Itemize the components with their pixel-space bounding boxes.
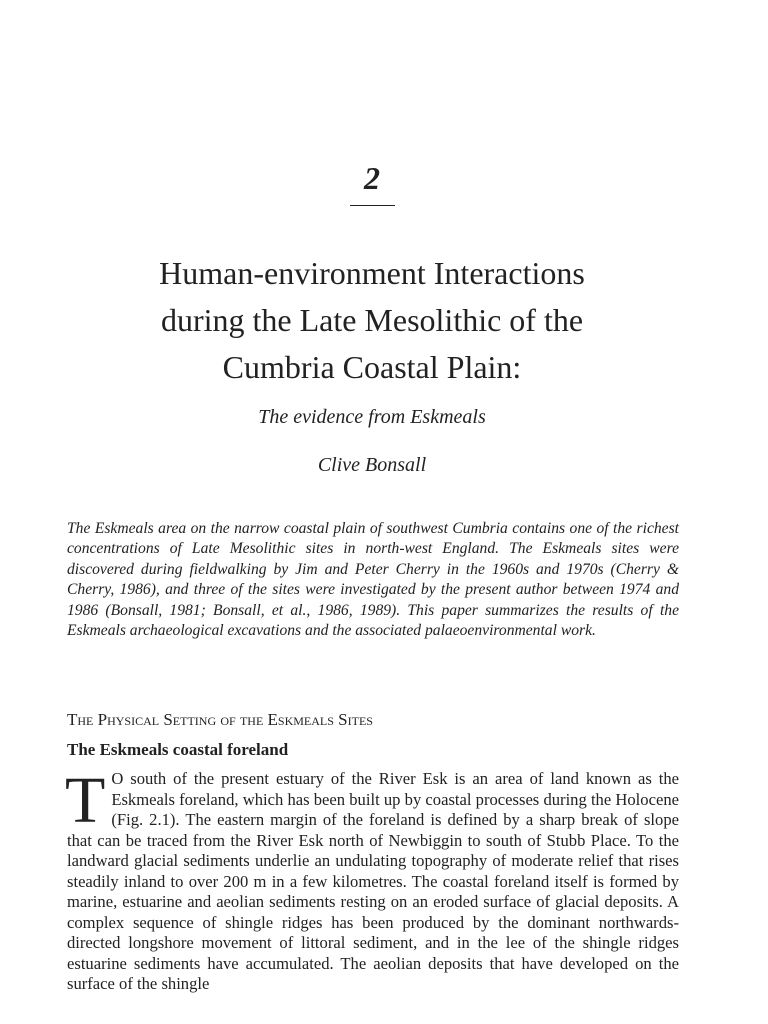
- author-name: Clive Bonsall: [317, 454, 427, 476]
- chapter-subtitle: The evidence from Eskmeals: [258, 406, 486, 428]
- drop-cap: T: [65, 764, 106, 837]
- abstract: The Eskmeals area on the narrow coastal plain of southwest Cumbria contains one of the richest concentrations of Late Mesolithic sites in north-west England. The Eskmeals sites were discovered during fieldwalking by Jim and Peter Cherry in the 1960s and 1970s (Cherry & Cherry, 1986), and three of the sites were investigated by the present author between 1974 and 1986 (Bonsall, 1981; Bonsall, et al., 1986, 1989). This paper summarizes the results of the Eskmeals archaeological excavations and the associated palaeoenvironmental work.: [67, 520, 679, 640]
- body-paragraph: [65, 764, 679, 995]
- chapter-title-line-3: Cumbria Coastal Plain:: [222, 349, 522, 385]
- chapter-title: [100, 250, 644, 391]
- chapter-rule: [350, 205, 395, 206]
- subsection-heading: The Eskmeals coastal foreland: [67, 740, 289, 759]
- chapter-title-line-2: during the Late Mesolithic of the: [160, 302, 584, 338]
- chapter-title-line-1: Human-environment Interactions: [159, 255, 585, 291]
- chapter-number: 2: [364, 160, 380, 196]
- section-heading: The Physical Setting of the Eskmeals Sites: [67, 710, 373, 729]
- body-paragraph-text: O south of the present estuary of the River Esk is an area of land known as the Eskmeals foreland, which has been built up by coastal processes during the Holocene (Fig. 2.1). The eastern margin of the foreland is defined by a sharp break of slope that can be traced from the River Esk north of Newbiggin to south of Stubb Place. To the landward glacial sediments underlie an undulating topography of moderate relief that rises steadily inland to over 200 m in a few kilometres. The coastal foreland itself is formed by marine, estuarine and aeolian sediments resting on an eroded surface of glacial deposits. A complex sequence of shingle ridges has been produced by the dominant northwards-directed longshore movement of littoral sediment, and in the lee of the shingle ridges estuarine sediments have accumulated. The aeolian deposits that have developed on the surface of the shingle: [67, 769, 679, 993]
